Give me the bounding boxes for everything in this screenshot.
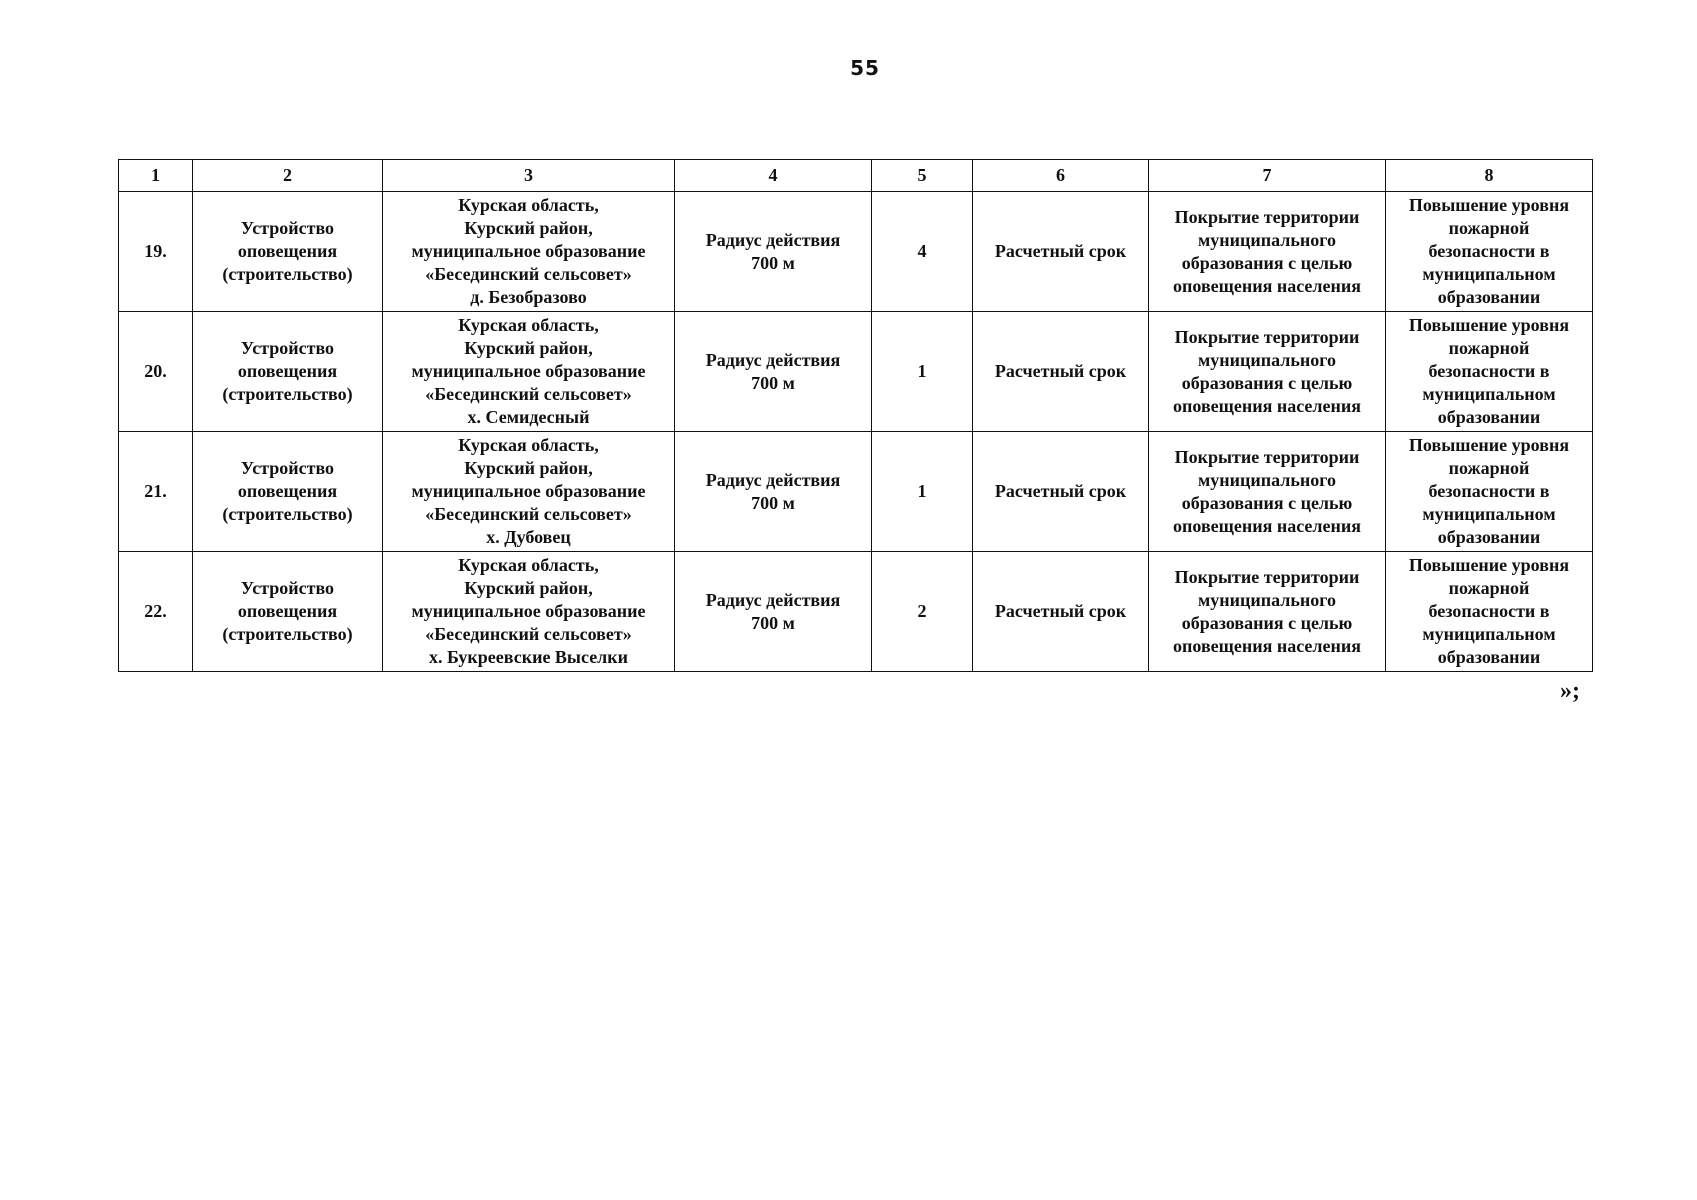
cell-num: 19. [119, 192, 193, 312]
cell-count: 1 [872, 312, 973, 432]
cell-object: Устройство оповещения (строительство) [193, 312, 383, 432]
header-col-5: 5 [872, 160, 973, 192]
header-col-2: 2 [193, 160, 383, 192]
table-row [119, 312, 1593, 432]
cell-characteristic: Радиус действия 700 м [675, 432, 872, 552]
cell-term: Расчетный срок [973, 552, 1149, 672]
cell-location: Курская область, Курский район, муниципальное образование «Бесединский сельсовет» х. Букреевские Выселки [383, 552, 675, 672]
cell-location: Курская область, Курский район, муниципальное образование «Бесединский сельсовет» х. Семидесный [383, 312, 675, 432]
cell-result: Повышение уровня пожарной безопасности в муниципальном образовании [1386, 312, 1593, 432]
cell-count: 4 [872, 192, 973, 312]
cell-purpose: Покрытие территории муниципального образования с целью оповещения населения [1149, 312, 1386, 432]
header-row [119, 160, 1593, 192]
closing-quote-mark: »; [1560, 678, 1580, 704]
cell-characteristic: Радиус действия 700 м [675, 552, 872, 672]
cell-term: Расчетный срок [973, 432, 1149, 552]
table-row [119, 192, 1593, 312]
cell-object: Устройство оповещения (строительство) [193, 432, 383, 552]
cell-num: 21. [119, 432, 193, 552]
cell-characteristic: Радиус действия 700 м [675, 192, 872, 312]
cell-characteristic: Радиус действия 700 м [675, 312, 872, 432]
table-header [119, 160, 1593, 192]
cell-purpose: Покрытие территории муниципального образования с целью оповещения населения [1149, 432, 1386, 552]
header-col-6: 6 [973, 160, 1149, 192]
header-col-7: 7 [1149, 160, 1386, 192]
cell-num: 22. [119, 552, 193, 672]
page-number: 55 [850, 56, 880, 80]
data-table [118, 159, 1593, 672]
table-row [119, 432, 1593, 552]
table-row [119, 552, 1593, 672]
cell-term: Расчетный срок [973, 312, 1149, 432]
cell-result: Повышение уровня пожарной безопасности в муниципальном образовании [1386, 432, 1593, 552]
cell-num: 20. [119, 312, 193, 432]
header-col-1: 1 [119, 160, 193, 192]
cell-count: 2 [872, 552, 973, 672]
header-col-4: 4 [675, 160, 872, 192]
cell-location: Курская область, Курский район, муниципальное образование «Бесединский сельсовет» х. Дубовец [383, 432, 675, 552]
cell-result: Повышение уровня пожарной безопасности в муниципальном образовании [1386, 552, 1593, 672]
cell-result: Повышение уровня пожарной безопасности в муниципальном образовании [1386, 192, 1593, 312]
header-col-3: 3 [383, 160, 675, 192]
cell-location: Курская область, Курский район, муниципальное образование «Бесединский сельсовет» д. Безобразово [383, 192, 675, 312]
cell-object: Устройство оповещения (строительство) [193, 552, 383, 672]
cell-purpose: Покрытие территории муниципального образования с целью оповещения населения [1149, 192, 1386, 312]
table-body [119, 192, 1593, 672]
cell-object: Устройство оповещения (строительство) [193, 192, 383, 312]
cell-count: 1 [872, 432, 973, 552]
cell-purpose: Покрытие территории муниципального образования с целью оповещения населения [1149, 552, 1386, 672]
header-col-8: 8 [1386, 160, 1593, 192]
cell-term: Расчетный срок [973, 192, 1149, 312]
